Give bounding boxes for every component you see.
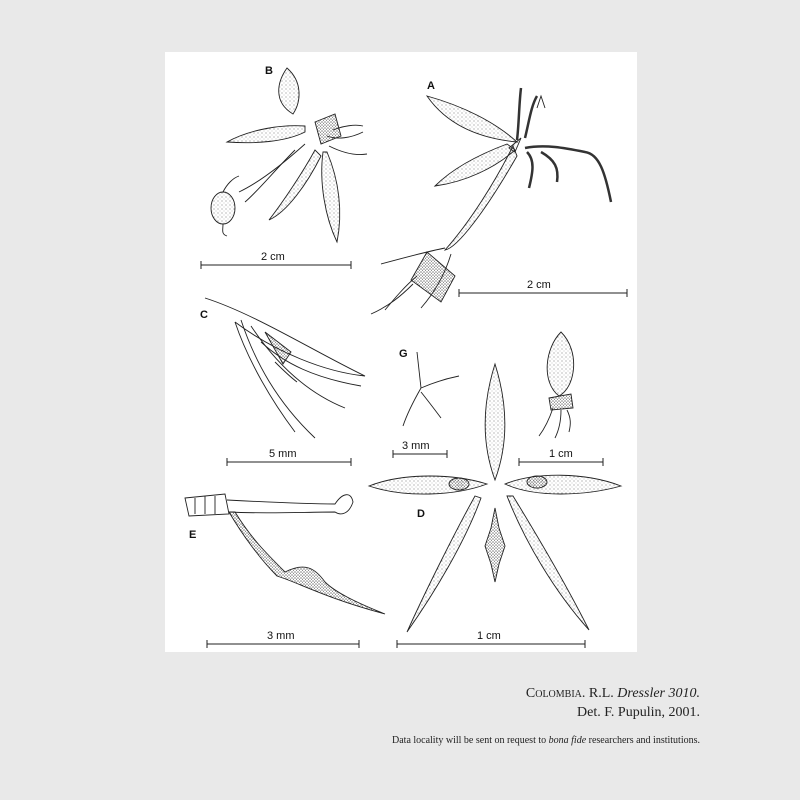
figure-label-b: B <box>265 65 273 77</box>
drawing-c-flower-detail <box>205 298 365 438</box>
figure-label-d: D <box>417 508 425 520</box>
scale-label-f: 1 cm <box>549 448 573 460</box>
caption-collector-number: Dressler 3010. <box>617 686 700 701</box>
caption-note-suffix: researchers and institutions. <box>588 735 700 746</box>
drawing-b-plant-habit <box>211 65 367 242</box>
figure-label-c: C <box>200 309 208 321</box>
scale-label-e: 3 mm <box>267 630 295 642</box>
drawing-g-bract <box>403 352 459 426</box>
caption-note-italic: bona fide <box>548 735 587 746</box>
drawing-e-column-detail <box>185 494 385 614</box>
caption-collection <box>526 686 700 702</box>
scale-label-c: 5 mm <box>269 448 297 460</box>
figure-label-g: G <box>399 348 408 360</box>
scale-label-g: 3 mm <box>402 440 430 452</box>
caption-note <box>392 735 700 746</box>
scale-label-d: 1 cm <box>477 630 501 642</box>
drawing-f-flower-bud <box>539 332 574 438</box>
caption-country: Colombia. <box>525 686 586 701</box>
figure-label-a: A <box>427 80 435 92</box>
caption-determination: Det. F. Pupulin, 2001. <box>577 705 700 720</box>
scale-label-b: 2 cm <box>261 251 285 263</box>
figure-label-e: E <box>189 529 197 541</box>
scale-label-a: 2 cm <box>527 279 551 291</box>
caption-collector-initials: R.L. <box>588 686 614 701</box>
drawing-d-dissected-perianth <box>369 364 621 632</box>
botanical-plate <box>165 52 637 652</box>
drawing-a-plant-with-roots <box>371 88 611 314</box>
caption-note-prefix: Data locality will be sent on request to <box>392 735 547 746</box>
